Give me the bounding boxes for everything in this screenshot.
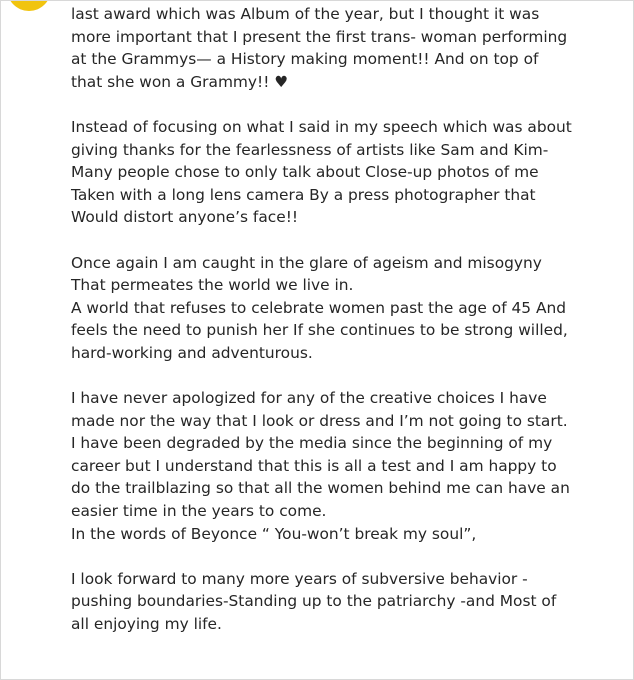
caption-line: do the trailblazing so that all the women behind me can have an	[71, 479, 570, 498]
caption-line: Once again I am caught in the glare of ageism and misogyny	[71, 253, 542, 272]
caption-line: all enjoying my life.	[71, 615, 222, 634]
caption-line: that she won a Grammy!! ♥	[71, 72, 289, 91]
caption-line: pushing boundaries-Standing up to the patriarchy -and Most of	[71, 592, 557, 611]
caption-paragraph-5	[71, 568, 626, 636]
caption-line: more important that I present the first trans- woman performing	[71, 27, 568, 46]
caption-line: easier time in the years to come.	[71, 502, 327, 521]
caption-line: Taken with a long lens camera By a press photographer that	[71, 185, 536, 204]
caption-line: Would distort anyone’s face!!	[71, 208, 299, 227]
caption-line: A world that refuses to celebrate women past the age of 45 And	[71, 298, 567, 317]
caption-line: feels the need to punish her If she continues to be strong willed,	[71, 321, 568, 340]
caption-line: hard-working and adventurous.	[71, 343, 313, 362]
caption-line: giving thanks for the fearlessness of artists like Sam and Kim-	[71, 140, 549, 159]
avatar[interactable]	[7, 0, 51, 11]
caption-line: Instead of focusing on what I said in my speech which was about	[71, 117, 572, 136]
caption-line: I have never apologized for any of the creative choices I have	[71, 389, 547, 408]
caption-line: I look forward to many more years of subversive behavior -	[71, 569, 528, 588]
caption-line: Many people chose to only talk about Close-up photos of me	[71, 163, 539, 182]
caption-line: at the Grammys— a History making moment!! And on top of	[71, 50, 539, 69]
caption-line: last award which was Album of the year, but I thought it was	[71, 5, 540, 23]
caption-paragraph-2	[71, 116, 626, 229]
caption-line: In the words of Beyonce “ You-won’t break my soul”,	[71, 524, 477, 543]
caption-paragraph-4	[71, 387, 626, 545]
caption-paragraph-1	[71, 3, 626, 93]
post-caption	[71, 3, 626, 658]
caption-line: made nor the way that I look or dress and I’m not going to start.	[71, 411, 568, 430]
caption-line: I have been degraded by the media since the beginning of my	[71, 434, 553, 453]
caption-line: career but I understand that this is all a test and I am happy to	[71, 456, 557, 475]
caption-paragraph-3	[71, 252, 626, 365]
caption-line: That permeates the world we live in.	[71, 276, 354, 295]
